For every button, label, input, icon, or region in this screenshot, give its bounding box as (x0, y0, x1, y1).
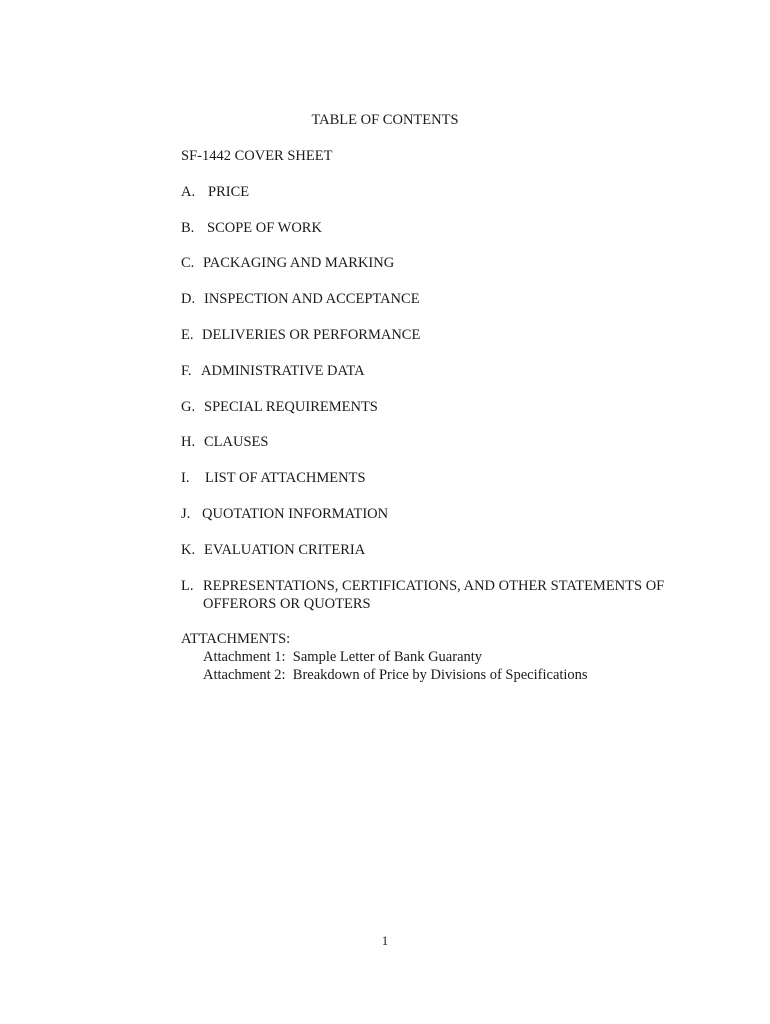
page-number: 1 (381, 933, 389, 948)
attachment-item-1: Attachment 1: Sample Letter of Bank Guaranty (203, 649, 483, 666)
toc-text: QUOTATION INFORMATION (202, 505, 389, 522)
toc-entry-g (181, 398, 701, 416)
toc-entry-j (181, 505, 701, 523)
attachments-section (181, 630, 701, 684)
toc-entry-i (181, 469, 701, 487)
toc-entry-a (181, 183, 701, 201)
toc-entry-d (181, 290, 701, 308)
toc-text: INSPECTION AND ACCEPTANCE (204, 291, 420, 308)
toc-entry-c (181, 254, 701, 272)
toc-text: SPECIAL REQUIREMENTS (204, 398, 378, 415)
toc-text: CLAUSES (204, 434, 269, 451)
toc-text: EVALUATION CRITERIA (204, 541, 366, 558)
toc-entry-b (181, 219, 701, 237)
toc-text: LIST OF ATTACHMENTS (205, 470, 366, 487)
table-of-contents (181, 147, 701, 684)
toc-text: DELIVERIES OR PERFORMANCE (202, 326, 421, 343)
page-title: TABLE OF CONTENTS (311, 112, 459, 128)
toc-letter: J. (181, 505, 191, 522)
toc-entry-k (181, 541, 701, 559)
toc-text: ADMINISTRATIVE DATA (201, 362, 365, 379)
toc-entry-cover-sheet (181, 147, 701, 165)
toc-letter: K. (181, 541, 196, 558)
toc-letter: L. (181, 577, 194, 594)
toc-cover-sheet-text: SF-1442 COVER SHEET (181, 148, 333, 164)
toc-letter: A. (181, 183, 196, 200)
toc-letter: G. (181, 398, 196, 415)
toc-entry-e (181, 326, 701, 344)
attachments-heading: ATTACHMENTS: (181, 631, 291, 648)
toc-entry-l (181, 577, 701, 613)
toc-text: PRICE (208, 183, 250, 200)
toc-text: REPRESENTATIONS, CERTIFICATIONS, AND OTHER STATEMENTS OF OFFERORS OR QUOTERS (203, 577, 665, 612)
toc-letter: I. (181, 470, 190, 487)
toc-text: SCOPE OF WORK (207, 219, 322, 236)
attachment-item-2: Attachment 2: Breakdown of Price by Divisions of Specifications (203, 667, 588, 684)
toc-text: PACKAGING AND MARKING (203, 255, 395, 272)
toc-letter: D. (181, 291, 196, 308)
toc-entry-h (181, 433, 701, 451)
toc-entry-f (181, 362, 701, 380)
toc-letter: F. (181, 362, 192, 379)
toc-letter: H. (181, 434, 196, 451)
toc-letter: B. (181, 219, 195, 236)
toc-letter: C. (181, 255, 195, 272)
toc-letter: E. (181, 326, 194, 343)
